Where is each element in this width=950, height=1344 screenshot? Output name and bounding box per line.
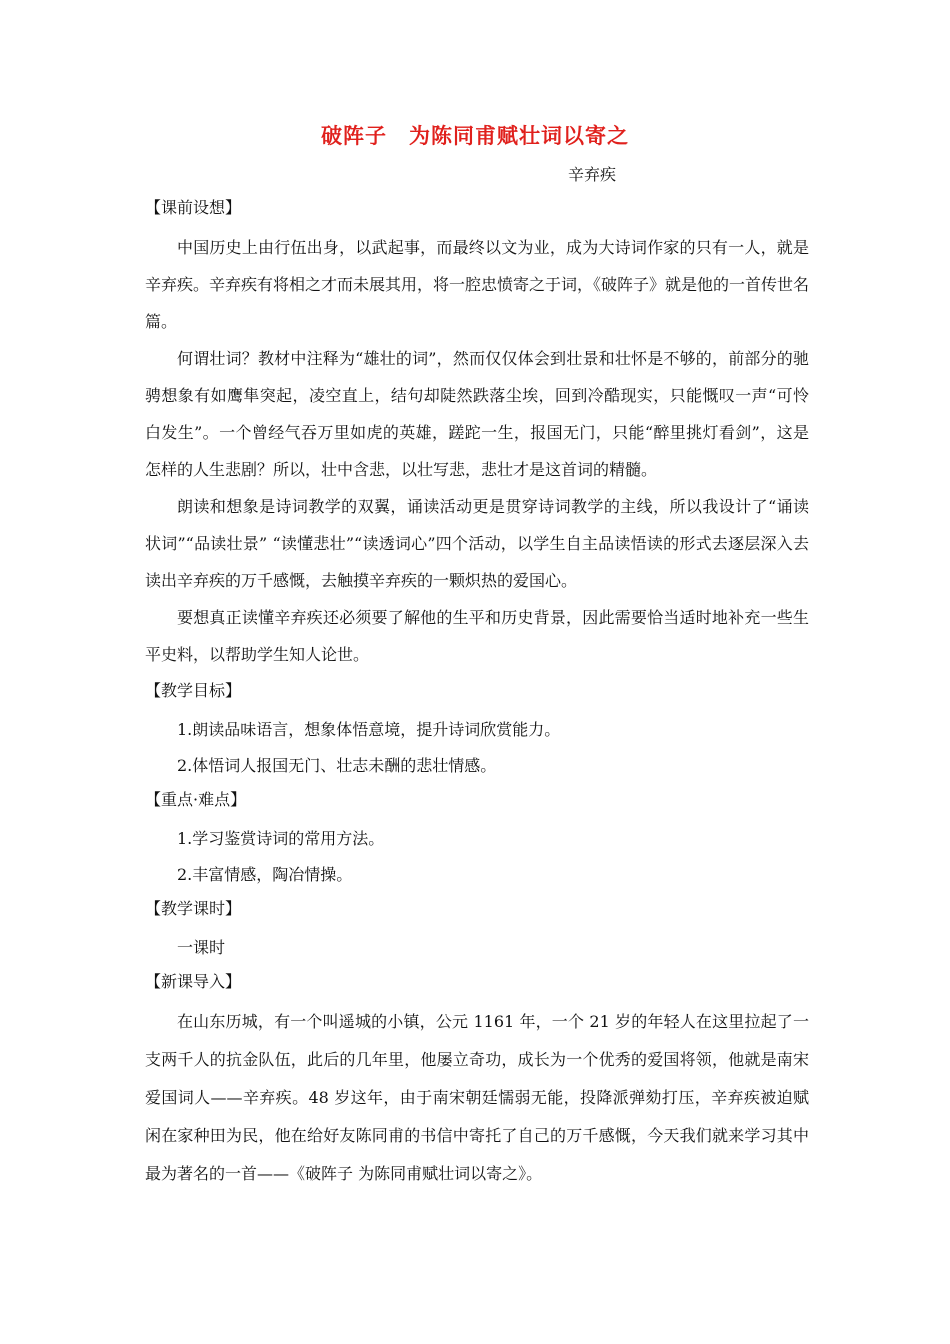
list-item: 2.丰富情感，陶冶情操。: [177, 865, 353, 884]
author-name: 辛弃疾: [568, 165, 617, 184]
section-heading-goals: 【教学目标】: [145, 681, 242, 700]
document-title: 破阵子 为陈同甫赋壮词以寄之: [321, 124, 629, 148]
list-item: 1.学习鉴赏诗词的常用方法。: [177, 829, 385, 848]
list-item: 1.朗读品味语言，想象体悟意境，提升诗词欣赏能力。: [177, 720, 561, 739]
paragraph: 何谓壮词？教材中注释为“雄壮的词”，然而仅仅体会到壮景和壮怀是不够的，前部分的驰骋想象有如鹰隼突起，凌空直上，结句却陡然跌落尘埃，回到冷酷现实，只能慨叹一声“可怜白发生”。一个曾经气吞万里如虎的英雄，蹉跎一生，报国无门，只能“醉里挑灯看剑”，这是怎样的人生悲剧？所以，壮中含悲，以壮写悲，悲壮才是这首词的精髓。: [145, 349, 809, 479]
document-body: [145, 196, 809, 1193]
paragraph: 朗读和想象是诗词教学的双翼，诵读活动更是贯穿诗词教学的主线，所以我设计了“诵读状词”“品读壮景” “读懂悲壮”“读透词心”四个活动，以学生自主品读悟读的形式去逐层深入去读出辛弃疾的万千感慨，去触摸辛弃疾的一颗炽热的爱国心。: [145, 497, 809, 590]
section-heading-preview: 【课前设想】: [145, 198, 242, 217]
paragraph: 要想真正读懂辛弃疾还必须要了解他的生平和历史背景，因此需要恰当适时地补充一些生平史料，以帮助学生知人论世。: [145, 608, 809, 664]
section-heading-hours: 【教学课时】: [145, 899, 242, 918]
list-item: 一课时: [177, 938, 226, 957]
section-heading-keypoints: 【重点·难点】: [145, 790, 247, 809]
paragraph: 在山东历城，有一个叫遥城的小镇，公元 1161 年，一个 21 岁的年轻人在这里拉起了一支两千人的抗金队伍，此后的几年里，他屡立奇功，成长为一个优秀的爱国将领，他就是南宋爱国词人——辛弃疾。48 岁这年，由于南宋朝廷懦弱无能，投降派弹劾打压，辛弃疾被迫赋闲在家种田为民，他在给好友陈同甫的书信中寄托了自己的万千感慨，今天我们就来学习其中最为著名的一首——《破阵子 为陈同甫赋壮词以寄之》。: [145, 1012, 809, 1183]
list-item: 2.体悟词人报国无门、壮志未酬的悲壮情感。: [177, 756, 497, 775]
paragraph: 中国历史上由行伍出身，以武起事，而最终以文为业，成为大诗词作家的只有一人，就是辛弃疾。辛弃疾有将相之才而未展其用，将一腔忠愤寄之于词，《破阵子》就是他的一首传世名篇。: [145, 238, 810, 331]
section-heading-intro: 【新课导入】: [145, 972, 242, 991]
